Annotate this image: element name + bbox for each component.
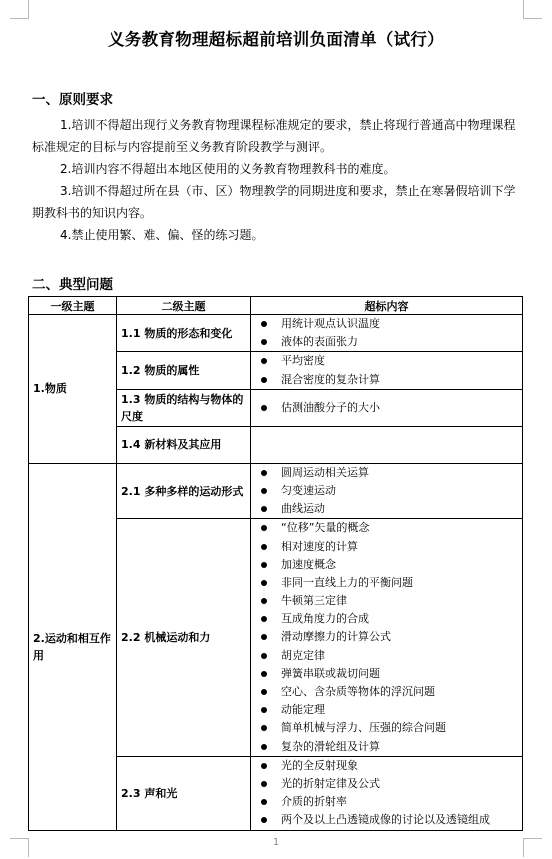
page-number: 1 — [272, 837, 280, 848]
list-item: 混合密度的复杂计算 — [255, 371, 518, 389]
content-list — [255, 399, 518, 417]
list-item: 圆周运动相关运算 — [255, 464, 518, 482]
table-header-row — [29, 297, 523, 315]
list-item: 两个及以上凸透镜成像的讨论以及透镜组成 — [255, 811, 518, 829]
level2-topic: 2.1 多种多样的运动形式 — [117, 463, 251, 519]
content-list — [255, 757, 518, 830]
list-item: 弹簧串联或裁切问题 — [255, 665, 518, 683]
list-item: 动能定理 — [255, 701, 518, 719]
level2-topic: 1.1 物质的形态和变化 — [117, 315, 251, 352]
list-item: 非同一直线上力的平衡问题 — [255, 574, 518, 592]
level2-topic: 2.2 机械运动和力 — [117, 519, 251, 756]
list-item: 空心、含杂质等物体的浮沉问题 — [255, 683, 518, 701]
list-item: 用统计观点认识温度 — [255, 315, 518, 333]
list-item: 互成角度力的合成 — [255, 610, 518, 628]
table-row — [29, 315, 523, 352]
requirements-list — [32, 114, 518, 246]
level2-topic: 1.4 新材料及其应用 — [117, 426, 251, 463]
header-content: 超标内容 — [251, 297, 523, 315]
list-item: 牛顿第三定律 — [255, 592, 518, 610]
section-heading-typical-issues: 二、典型问题 — [32, 277, 113, 293]
document-title: 义务教育物理超标超前培训负面清单（试行） — [108, 30, 444, 49]
section-heading-requirements: 一、原则要求 — [32, 92, 113, 108]
level2-topic: 2.3 声和光 — [117, 756, 251, 830]
list-item: 匀变速运动 — [255, 482, 518, 500]
crop-mark-top-right — [523, 0, 542, 19]
header-level1: 一级主题 — [29, 297, 117, 315]
table-row — [29, 463, 523, 519]
list-item: 滑动摩擦力的计算公式 — [255, 628, 518, 646]
crop-mark-top-left — [10, 0, 29, 19]
list-item: 光的折射定律及公式 — [255, 775, 518, 793]
content-list — [255, 519, 518, 755]
issues-table — [28, 296, 523, 831]
list-item: 液体的表面张力 — [255, 333, 518, 351]
level2-topic: 1.2 物质的属性 — [117, 352, 251, 389]
list-item: 相对速度的计算 — [255, 538, 518, 556]
content-list — [255, 315, 518, 351]
header-level2: 二级主题 — [117, 297, 251, 315]
content-list — [255, 464, 518, 519]
list-item: 估测油酸分子的大小 — [255, 399, 518, 417]
level2-topic: 1.3 物质的结构与物体的尺度 — [117, 389, 251, 426]
list-item: “位移”矢量的概念 — [255, 519, 518, 537]
content-list — [255, 352, 518, 388]
requirement-item: 1.培训不得超出现行义务教育物理课程标准规定的要求，禁止将现行普通高中物理课程标准规定的目标与内容提前至义务教育阶段教学与测评。 — [32, 118, 516, 154]
list-item: 平均密度 — [255, 352, 518, 370]
list-item: 简单机械与浮力、压强的综合问题 — [255, 719, 518, 737]
requirement-item: 2.培训内容不得超出本地区使用的义务教育物理教科书的难度。 — [60, 162, 396, 176]
list-item: 介质的折射率 — [255, 793, 518, 811]
level1-topic: 1.物质 — [29, 315, 117, 464]
list-item: 胡克定律 — [255, 647, 518, 665]
list-item: 光的全反射现象 — [255, 757, 518, 775]
level1-topic: 2.运动和相互作用 — [29, 463, 117, 830]
list-item: 复杂的滑轮组及计算 — [255, 738, 518, 756]
list-item: 曲线运动 — [255, 500, 518, 518]
requirement-item: 4.禁止使用繁、难、偏、怪的练习题。 — [60, 228, 264, 242]
empty-content-cell — [251, 426, 523, 463]
list-item: 加速度概念 — [255, 556, 518, 574]
requirement-item: 3.培训不得超过所在县（市、区）物理教学的同期进度和要求，禁止在寒暑假培训下学期教科书的知识内容。 — [32, 184, 516, 220]
